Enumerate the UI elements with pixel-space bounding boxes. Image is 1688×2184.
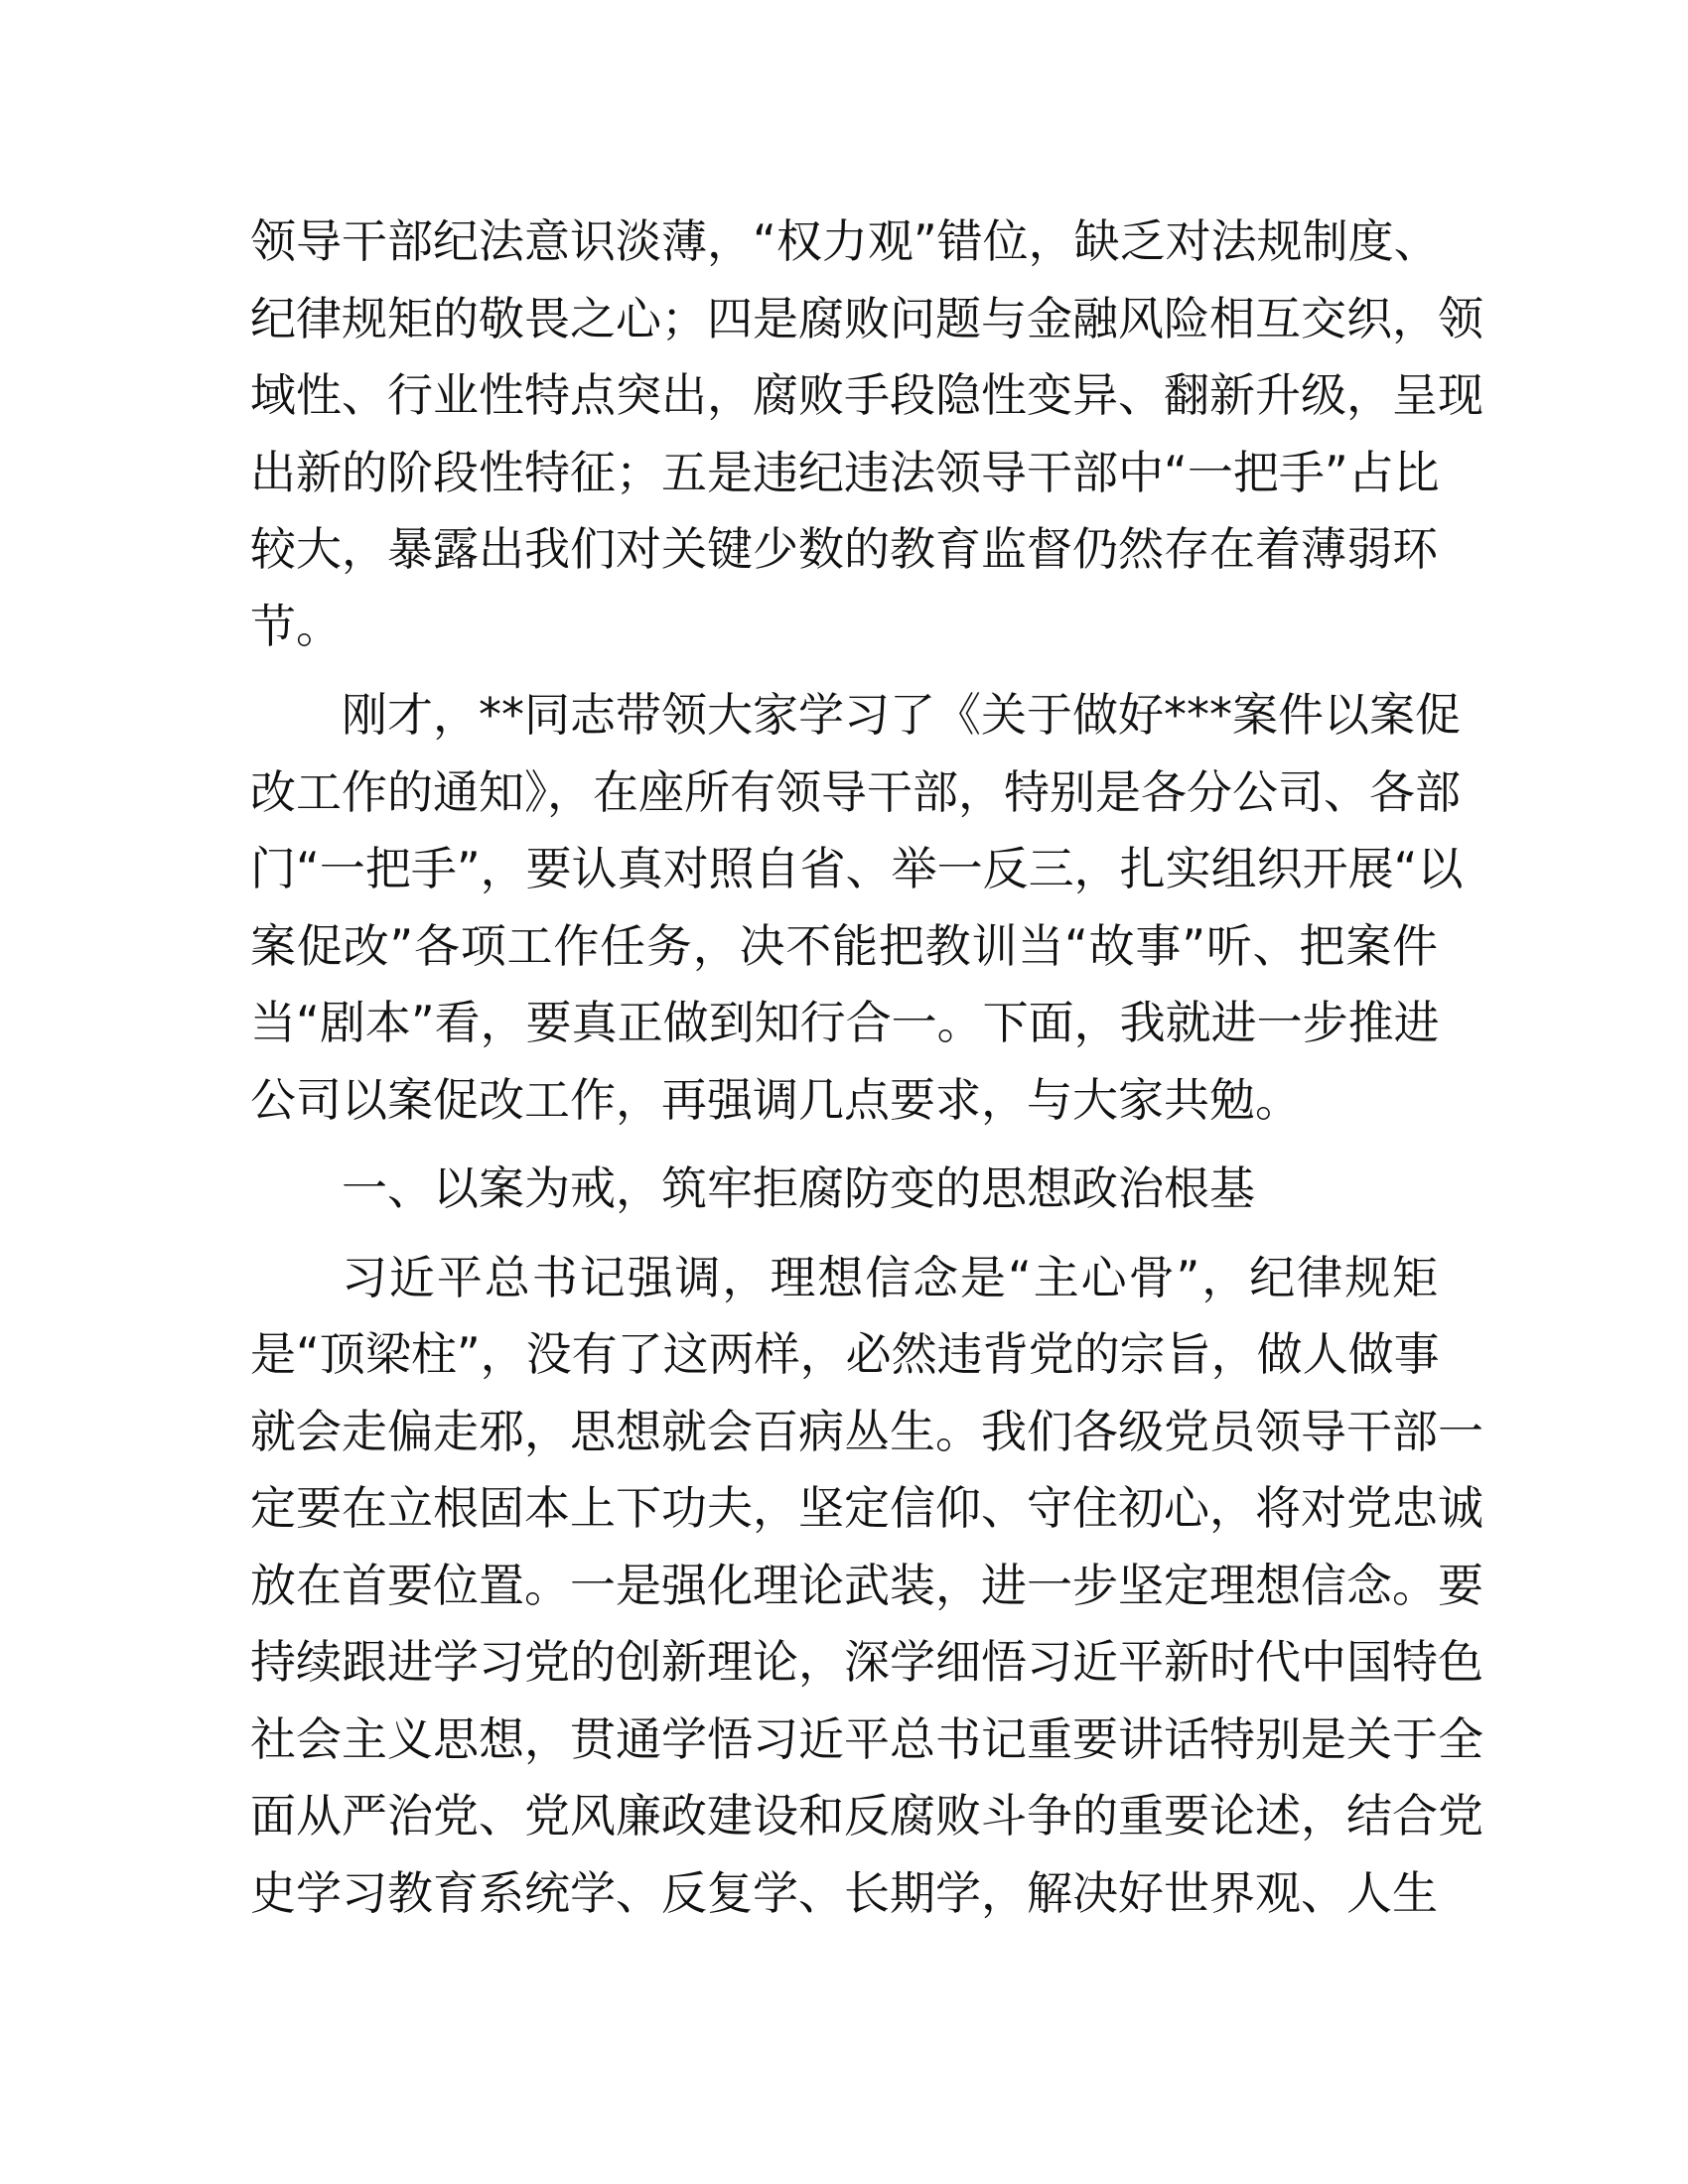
- text-line: 节。: [250, 599, 342, 653]
- section-heading: [250, 1151, 1438, 1228]
- text-line: 放在首要位置。一是强化理论武装，进一步坚定理想信念。要: [250, 1558, 1483, 1612]
- text-line: 面从严治党、党风廉政建设和反腐败斗争的重要论述，结合党: [250, 1789, 1483, 1843]
- heading-text: 一、以案为戒，筑牢拒腐防变的思想政治根基: [342, 1161, 1255, 1215]
- text-line: 是“顶梁柱”，没有了这两样，必然违背党的宗旨，做人做事: [250, 1327, 1440, 1381]
- text-line: 较大，暴露出我们对关键少数的教育监督仍然存在着薄弱环: [250, 522, 1438, 576]
- text-line: 纪律规矩的敬畏之心；四是腐败问题与金融风险相互交织，领: [250, 291, 1483, 345]
- text-line: 社会主义思想，贯通学悟习近平总书记重要讲话特别是关于全: [250, 1711, 1483, 1766]
- text-line: 就会走偏走邪，思想就会百病丛生。我们各级党员领导干部一: [250, 1404, 1483, 1458]
- text-line: 定要在立根固本上下功夫，坚定信仰、守住初心，将对党忠诚: [250, 1481, 1483, 1535]
- text-line: 改工作的通知》，在座所有领导干部，特别是各分公司、各部: [250, 764, 1461, 819]
- text-line: 习近平总书记强调，理想信念是“主心骨”，纪律规矩: [342, 1250, 1438, 1304]
- text-line: 域性、行业性特点突出，腐败手段隐性变异、翻新升级，呈现: [250, 368, 1483, 422]
- text-line: 案促改”各项工作任务，决不能把教训当“故事”听、把案件: [250, 918, 1438, 973]
- text-line: 史学习教育系统学、反复学、长期学，解决好世界观、人生: [250, 1865, 1438, 1920]
- text-line: 门“一把手”，要认真对照自省、举一反三，扎实组织开展“以: [250, 842, 1464, 895]
- paragraph: [250, 204, 1483, 665]
- text-line: 刚才，**同志带领大家学习了《关于做好***案件以案促: [342, 688, 1461, 742]
- paragraph: [250, 677, 1464, 1139]
- text-line: 当“剧本”看，要真正做到知行合一。下面，我就进一步推进: [250, 996, 1440, 1049]
- text-line: 出新的阶段性特征；五是违纪违法领导干部中“一把手”占比: [250, 445, 1440, 499]
- text-line: 领导干部纪法意识淡薄，“权力观”错位，缺乏对法规制度、: [250, 214, 1440, 268]
- text-line: 持续跟进学习党的创新理论，深学细悟习近平新时代中国特色: [250, 1635, 1483, 1689]
- paragraph: [250, 1240, 1483, 1933]
- text-line: 公司以案促改工作，再强调几点要求，与大家共勉。: [250, 1072, 1301, 1127]
- document-body: [250, 204, 1483, 1932]
